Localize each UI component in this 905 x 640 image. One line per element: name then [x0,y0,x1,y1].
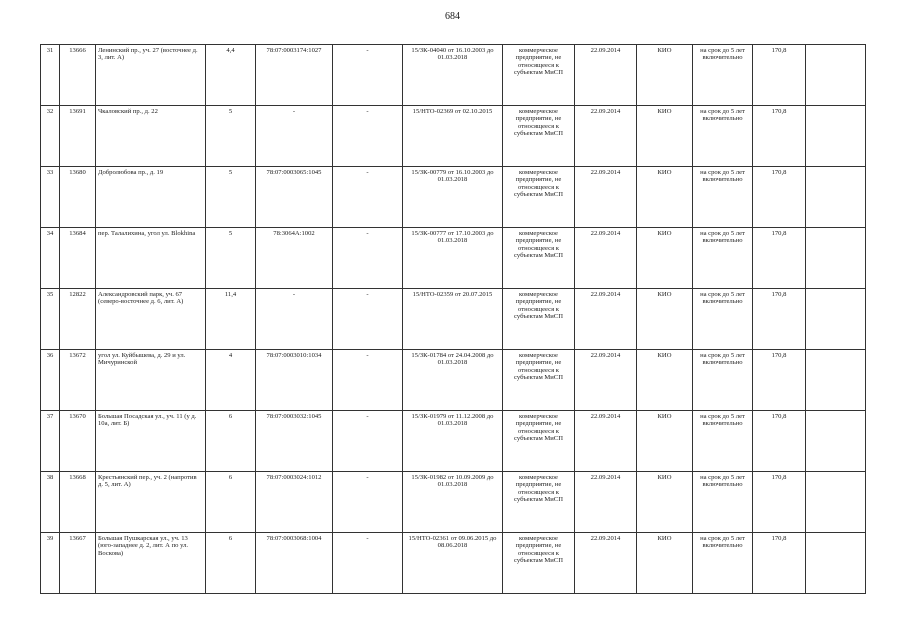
cell-contract: 15/ЗК-01784 от 24.04.2008 до 01.03.2018 [403,350,503,411]
cell-object-id: 12822 [60,289,96,350]
cell-empty [806,45,866,106]
cell-contract: 15/НТО-02369 от 02.10.2015 [403,106,503,167]
page-number: 684 [445,11,460,22]
cell-term: на срок до 5 лет включительно [693,350,753,411]
cell-empty [806,289,866,350]
cell-purpose: коммерческое предприятие, не относящееся к субъектам МиСП [503,533,575,594]
cell-purpose: коммерческое предприятие, не относящееся к субъектам МиСП [503,167,575,228]
cell-cadastral-number: 78:07:0003065:1045 [256,167,333,228]
cell-value: 170,8 [753,106,806,167]
cell-object-id: 13668 [60,472,96,533]
table-row [41,472,866,533]
cell-value: 170,8 [753,228,806,289]
cell-area: 4 [206,350,256,411]
cell-value: 170,8 [753,411,806,472]
cell-purpose: коммерческое предприятие, не относящееся к субъектам МиСП [503,228,575,289]
cell-area: 11,4 [206,289,256,350]
cell-organization: КИО [637,472,693,533]
cell-cadastral-number: 78:3064А:1002 [256,228,333,289]
cell-value: 170,8 [753,472,806,533]
cell-object-id: 13672 [60,350,96,411]
cell-area: 6 [206,533,256,594]
table-row [41,289,866,350]
cell-dash: - [333,289,403,350]
cell-contract: 15/НТО-02361 от 09.06.2015 до 08.06.2018 [403,533,503,594]
cell-organization: КИО [637,45,693,106]
cell-row-number: 35 [41,289,60,350]
table-row [41,167,866,228]
cell-purpose: коммерческое предприятие, не относящееся к субъектам МиСП [503,411,575,472]
cell-empty [806,533,866,594]
cell-row-number: 32 [41,106,60,167]
cell-row-number: 31 [41,45,60,106]
cell-contract: 15/ЗК-01979 от 11.12.2008 до 01.03.2018 [403,411,503,472]
cell-contract: 15/ЗК-04040 от 16.10.2003 до 01.03.2018 [403,45,503,106]
cell-empty [806,411,866,472]
cell-contract: 15/НТО-02359 от 20.07.2015 [403,289,503,350]
cell-area: 6 [206,411,256,472]
cell-term: на срок до 5 лет включительно [693,533,753,594]
cell-date: 22.09.2014 [575,106,637,167]
cell-purpose: коммерческое предприятие, не относящееся к субъектам МиСП [503,350,575,411]
cell-cadastral-number: 78:07:0003032:1045 [256,411,333,472]
cell-cadastral-number: 78:07:0003068:1004 [256,533,333,594]
cell-date: 22.09.2014 [575,45,637,106]
cell-object-id: 13670 [60,411,96,472]
cell-row-number: 36 [41,350,60,411]
cell-row-number: 38 [41,472,60,533]
cell-organization: КИО [637,106,693,167]
table-row [41,411,866,472]
cell-area: 5 [206,228,256,289]
cell-empty [806,472,866,533]
cell-row-number: 37 [41,411,60,472]
cell-date: 22.09.2014 [575,533,637,594]
cell-object-id: 13667 [60,533,96,594]
cell-address: Крестьянский пер., уч. 2 (напротив д. 5, лит. А) [96,472,206,533]
cell-date: 22.09.2014 [575,228,637,289]
cell-dash: - [333,45,403,106]
cell-organization: КИО [637,350,693,411]
cell-address: Большая Посадская ул., уч. 11 (у д. 10а, лит. Б) [96,411,206,472]
cell-dash: - [333,167,403,228]
cell-organization: КИО [637,289,693,350]
cell-area: 5 [206,167,256,228]
cell-dash: - [333,533,403,594]
cell-value: 170,8 [753,45,806,106]
cell-term: на срок до 5 лет включительно [693,472,753,533]
cell-empty [806,228,866,289]
cell-cadastral-number: 78:07:0003024:1012 [256,472,333,533]
cell-address: пер. Талалихина, угол ул. Blokhina [96,228,206,289]
cell-address: Александровский парк, уч. 67 (северо-восточнее д. 6, лит. А) [96,289,206,350]
cell-dash: - [333,228,403,289]
cell-empty [806,167,866,228]
cell-organization: КИО [637,228,693,289]
table-row [41,533,866,594]
cell-date: 22.09.2014 [575,411,637,472]
cell-date: 22.09.2014 [575,472,637,533]
cell-organization: КИО [637,411,693,472]
cell-dash: - [333,411,403,472]
cell-address: Добролюбова пр., д. 19 [96,167,206,228]
table-row [41,106,866,167]
cell-contract: 15/ЗК-00777 от 17.10.2003 до 01.03.2018 [403,228,503,289]
cell-term: на срок до 5 лет включительно [693,106,753,167]
cell-organization: КИО [637,167,693,228]
cell-dash: - [333,472,403,533]
cell-area: 6 [206,472,256,533]
cell-object-id: 13691 [60,106,96,167]
cell-dash: - [333,350,403,411]
cell-value: 170,8 [753,533,806,594]
cell-purpose: коммерческое предприятие, не относящееся к субъектам МиСП [503,45,575,106]
cell-address: Чкаловский пр., д. 22 [96,106,206,167]
cell-address: Большая Пушкарская ул., уч. 13 (юго-западнее д. 2, лит. А по ул. Воскова) [96,533,206,594]
cell-date: 22.09.2014 [575,350,637,411]
cell-area: 5 [206,106,256,167]
cell-cadastral-number: 78:07:0003010:1034 [256,350,333,411]
table-body [41,45,866,594]
cell-term: на срок до 5 лет включительно [693,411,753,472]
cell-term: на срок до 5 лет включительно [693,167,753,228]
cell-purpose: коммерческое предприятие, не относящееся к субъектам МиСП [503,472,575,533]
cell-object-id: 13684 [60,228,96,289]
cell-contract: 15/ЗК-00779 от 16.10.2003 до 01.03.2018 [403,167,503,228]
cell-cadastral-number: - [256,289,333,350]
cell-contract: 15/ЗК-01982 от 10.09.2009 до 01.03.2018 [403,472,503,533]
cell-purpose: коммерческое предприятие, не относящееся к субъектам МиСП [503,289,575,350]
cell-date: 22.09.2014 [575,289,637,350]
table-row [41,350,866,411]
cell-cadastral-number: - [256,106,333,167]
cell-row-number: 34 [41,228,60,289]
cell-dash: - [333,106,403,167]
registry-table [40,44,866,594]
cell-object-id: 13680 [60,167,96,228]
cell-address: угол ул. Куйбышева, д. 29 и ул. Мичуринской [96,350,206,411]
cell-term: на срок до 5 лет включительно [693,289,753,350]
cell-row-number: 33 [41,167,60,228]
cell-area: 4,4 [206,45,256,106]
cell-value: 170,8 [753,167,806,228]
cell-term: на срок до 5 лет включительно [693,228,753,289]
table-row [41,45,866,106]
cell-row-number: 39 [41,533,60,594]
cell-address: Ленинский пр., уч. 27 (восточнее д. 3, лит. А) [96,45,206,106]
cell-value: 170,8 [753,350,806,411]
cell-organization: КИО [637,533,693,594]
cell-cadastral-number: 78:07:0003174:1027 [256,45,333,106]
cell-empty [806,350,866,411]
cell-term: на срок до 5 лет включительно [693,45,753,106]
table-row [41,228,866,289]
cell-value: 170,8 [753,289,806,350]
cell-date: 22.09.2014 [575,167,637,228]
cell-object-id: 13666 [60,45,96,106]
cell-purpose: коммерческое предприятие, не относящееся к субъектам МиСП [503,106,575,167]
cell-empty [806,106,866,167]
